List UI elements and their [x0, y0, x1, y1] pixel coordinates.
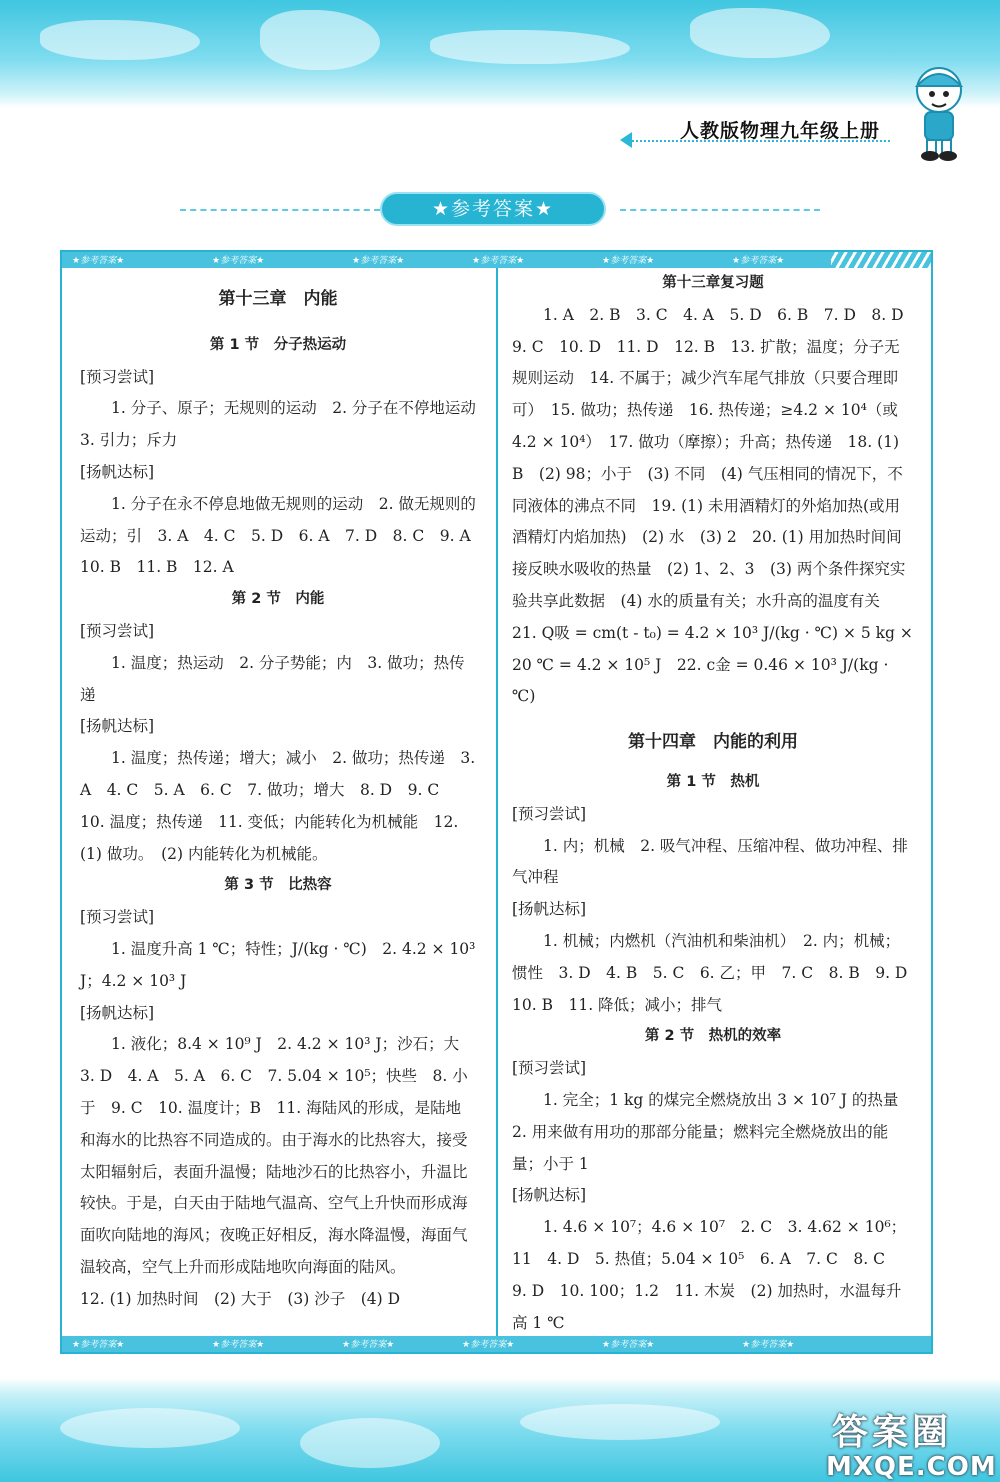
subsection-label: [扬帆达标] — [80, 717, 155, 736]
subsection-label: [预习尝试] — [80, 621, 155, 640]
chapter-heading: 第十三章 内能 — [218, 289, 338, 309]
banner-label: ★参考答案★ — [380, 192, 606, 226]
frame-top-strip — [62, 252, 931, 268]
banner-dash-left — [180, 209, 380, 211]
answer-paragraph: 1. 温度；热传递；增大；减小 2. 做功；热传递 3. A 4. C 5. A 6. C 7. 做功；增大 8. D 9. C 10. 温度；热传递 11. 变低；内能转化为机械能 12. (1) 做功。 (2) 内能转化为机械能。 — [80, 749, 476, 863]
left-column — [80, 268, 492, 1316]
strip-label: ★参考答案★ — [732, 256, 785, 266]
answer-paragraph: 1. 内；机械 2. 吸气冲程、压缩冲程、做功冲程、排气冲程 — [512, 836, 908, 887]
answer-paragraph: 1. 分子、原子；无规则的运动 2. 分子在不停地运动 3. 引力；斥力 — [80, 399, 492, 450]
answer-paragraph: 1. 4.6 × 10⁷；4.6 × 10⁷ 2. C 3. 4.62 × 10⁶；11 4. D 5. 热值；5.04 × 10⁵ 6. A 7. C 8. C 9. D 10. 100；1.2 11. 木炭 (2) 加热时，水温每升高 1 ℃ — [512, 1218, 907, 1332]
column-divider — [496, 268, 498, 1340]
section-heading: 第 1 节 热机 — [666, 773, 760, 790]
answer-paragraph: 1. 温度；热运动 2. 分子势能；内 3. 做功；热传递 — [80, 653, 465, 704]
strip-label: ★参考答案★ — [212, 1340, 265, 1350]
subsection-label: [扬帆达标] — [512, 900, 587, 919]
strip-label: ★参考答案★ — [472, 256, 525, 266]
subsection-label: [预习尝试] — [512, 804, 587, 823]
banner-dash-right — [620, 209, 820, 211]
answer-paragraph: 1. 温度升高 1 ℃；特性；J/(kg · ℃) 2. 4.2 × 10³ J；4.2 × 10³ J — [80, 939, 476, 990]
subsection-label: [扬帆达标] — [80, 1003, 155, 1022]
chapter-heading: 第十四章 内能的利用 — [628, 732, 798, 753]
subsection-label: [扬帆达标] — [80, 462, 155, 481]
mascot-illustration — [900, 62, 978, 162]
subsection-label: [预习尝试] — [80, 908, 155, 927]
section-heading: 第 2 节 内能 — [231, 591, 325, 608]
strip-label: ★参考答案★ — [352, 256, 405, 266]
answer-paragraph: 1. 完全；1 kg 的煤完全燃烧放出 3 × 10⁷ J 的热量 2. 用来做有用功的那部分能量；燃料完全燃烧放出的能量；小于 1 — [512, 1090, 914, 1173]
answer-paragraph: 1. 机械；内燃机（汽油机和柴油机） 2. 内；机械；惯性 3. D 4. B 5. C 6. 乙；甲 7. C 8. B 9. D 10. B 11. 降低；减小；排气 — [512, 931, 923, 1014]
strip-label: ★参考答案★ — [72, 1340, 125, 1350]
section-heading: 第 1 节 分子热运动 — [209, 336, 347, 353]
strip-label: ★参考答案★ — [342, 1340, 395, 1350]
subsection-label: [预习尝试] — [512, 1059, 587, 1078]
answer-paragraph: 1. 分子在永不停息地做无规则的运动 2. 做无规则的运动；引 3. A 4. C 5. D 6. A 7. D 8. C 9. A 10. B 11. B 12. A — [80, 494, 487, 577]
top-decorative-band — [0, 0, 1000, 108]
answer-paragraph: 12. (1) 加热时间 (2) 大于 (3) 沙子 (4) D — [80, 1289, 401, 1308]
subsection-label: [扬帆达标] — [512, 1186, 587, 1205]
strip-label: ★参考答案★ — [72, 256, 125, 266]
section-heading: 第十三章复习题 — [662, 275, 764, 291]
answer-frame — [60, 250, 933, 1354]
subsection-label: [预习尝试] — [80, 367, 155, 386]
strip-label: ★参考答案★ — [742, 1340, 795, 1350]
right-column — [512, 268, 923, 1339]
section-heading: 第 2 节 热机的效率 — [644, 1028, 782, 1045]
strip-label: ★参考答案★ — [602, 1340, 655, 1350]
book-title: 人教版物理九年级上册 — [679, 120, 880, 142]
answer-paragraph: 1. 液化；8.4 × 10⁹ J 2. 4.2 × 10³ J；沙石；大 3. D 4. A 5. A 6. C 7. 5.04 × 10⁵；快些 8. 小于 9. C 10. 温度计；B 11. 海陆风的形成，是陆地和海水的比热容不同造成的。由于海水的比热容大，接受太阳辐射后，表面升温慢；陆地沙石的比热容小，升温比较快。于是，白天由于陆地气温高、空气上升快而形成海面吹向陆地的海风；夜晚正好相反，海水降温慢，海面气温较高，空气上升而形成陆地吹向海面的陆风。 — [80, 1035, 475, 1276]
strip-label: ★参考答案★ — [602, 256, 655, 266]
watermark-url: MXQE.COM — [826, 1452, 997, 1482]
strip-label: ★参考答案★ — [462, 1340, 515, 1350]
strip-label: ★参考答案★ — [212, 256, 265, 266]
answer-paragraph: 1. A 2. B 3. C 4. A 5. D 6. B 7. D 8. D 9. C 10. D 11. D 12. B 13. 扩散；温度；分子无规则运动 14. 不属于；减少汽车尾气排放（只要合理即可） 15. 做功；热传递 16. 热传递；≥4.2 × 10⁴（或 4.2 × 10⁴） 17. 做功（摩擦）；升高；热传递 18. (1) B (2) 98；小于 (3) 不同 (4) 气压相同的情况下，不同液体的沸点不同 19. (1) 未用酒精灯的外焰加热(或用酒精灯内焰加热) (2) 水 (3) 2 20. (1) 用加热时间间接反映水吸收的热量 (2) 1、2、3 (3) 两个条件探究实验共享此数据 (4) 水的质量有关；水升高的温度有关 21. Q吸 = cm(t - t₀) = 4.2 × 10³ J/(kg · ℃) × 5 kg × 20 ℃ = 4.2 × 10⁵ J 22. c金 = 0.46 × 10³ J/(kg · ℃) — [512, 305, 920, 706]
watermark-logo: 答案圈 — [832, 1412, 953, 1453]
answer-banner — [180, 192, 820, 228]
frame-bottom-strip — [62, 1336, 931, 1352]
section-heading: 第 3 节 比热容 — [224, 877, 332, 894]
strip-hatch — [831, 252, 931, 268]
